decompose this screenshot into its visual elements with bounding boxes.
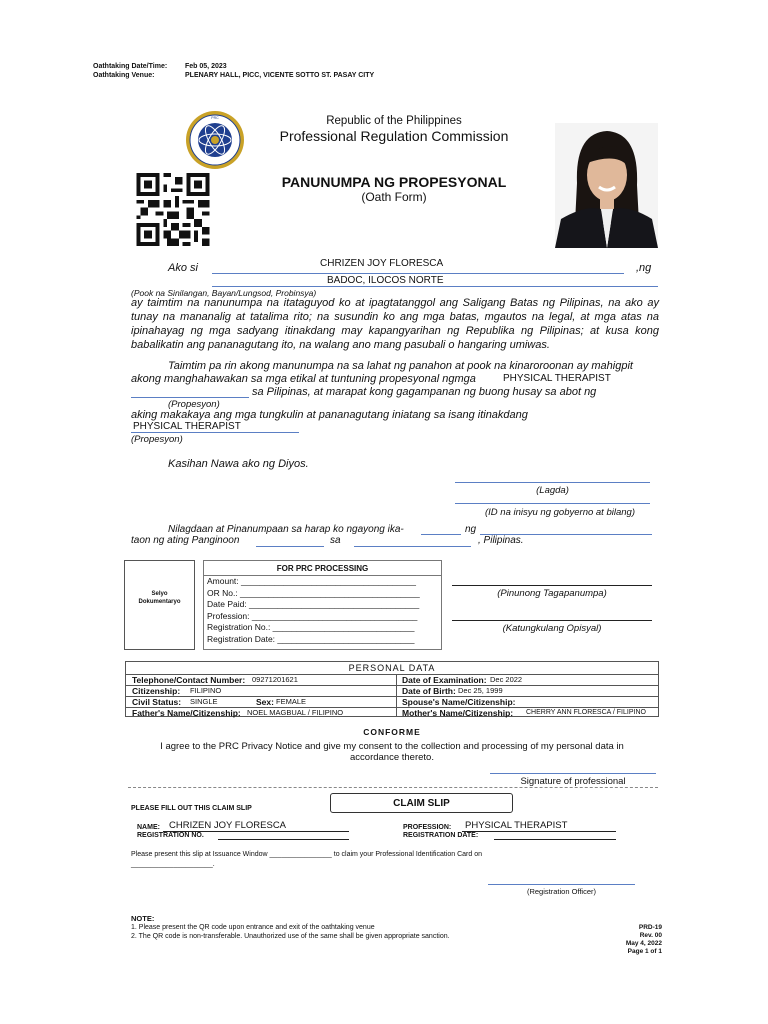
oath-paragraph-2-line-3: sa Pilipinas, at marapat kong gagampanan ng buong husay sa abot ng — [252, 386, 597, 398]
kasihan-text: Kasihan Nawa ako ng Diyos. — [168, 458, 309, 470]
oathtaking-date-label: Oathtaking Date/Time: — [93, 63, 168, 70]
exam-date-value: Dec 2022 — [490, 675, 523, 684]
id-underline — [455, 503, 650, 504]
birthplace-value: BADOC, ILOCOS NORTE — [327, 275, 444, 286]
form-title: PANUNUMPA NG PROPESYONAL — [281, 174, 507, 190]
name-underline — [212, 273, 624, 274]
opisyal-underline — [452, 620, 652, 621]
claim-profession-label: PROFESSION: — [403, 824, 452, 831]
cut-line — [128, 787, 658, 788]
professional-signature-underline — [490, 773, 656, 774]
claim-present-line-2: _____________________. — [131, 861, 215, 868]
claim-profession-underline — [462, 831, 616, 832]
claim-name-value: CHRIZEN JOY FLORESCA — [169, 820, 287, 831]
civil-status-label: Civil Status: — [132, 697, 182, 707]
note-title: NOTE: — [131, 914, 155, 923]
personal-data-row-4 — [126, 707, 658, 718]
nilagdaan-ng: ng — [465, 524, 477, 535]
amount-field: Amount: _____________________________________ — [207, 576, 416, 586]
tel-value: 09271201621 — [252, 675, 298, 684]
nilagdaan-pilipinas: , Pilipinas. — [478, 535, 524, 546]
personal-data-row-1 — [126, 674, 658, 685]
civil-status-value: SINGLE — [190, 697, 218, 706]
father-label: Father's Name/Citizenship: — [132, 708, 241, 718]
ako-si-label: Ako si — [168, 262, 198, 274]
profession-underline-2 — [131, 432, 299, 433]
commission-label: Professional Regulation Commission — [279, 128, 509, 144]
form-subtitle: (Oath Form) — [361, 190, 427, 204]
father-value: NOEL MAGBUAL / FILIPINO — [247, 708, 344, 717]
personal-data-row-3 — [126, 696, 658, 707]
form-date: May 4, 2022 — [625, 940, 662, 947]
republic-label: Republic of the Philippines — [326, 115, 462, 127]
registration-no-field: Registration No.: ______________________________ — [207, 622, 415, 632]
birthplace-hint: (Pook na Sinilangan, Bayan/Lungsod, Probinsya) — [131, 288, 317, 298]
conforme-text: I agree to the PRC Privacy Notice and give my consent to the collection and processing of my personal data in accordance thereto. — [160, 741, 624, 763]
oath-paragraph-2-line-1: Taimtim pa rin akong manunumpa na sa lahat ng panahon at pook na kinaroroonan ay mahigpit — [168, 360, 633, 372]
oathtaking-venue-label: Oathtaking Venue: — [93, 72, 155, 79]
claim-regdate-underline — [494, 839, 616, 840]
spouse-label: Spouse's Name/Citizenship: — [402, 697, 516, 707]
personal-data-row-2 — [126, 685, 658, 696]
form-rev: Rev. 00 — [639, 932, 662, 939]
birthplace-underline — [212, 286, 658, 287]
profession-value-1: PHYSICAL THERAPIST — [503, 373, 611, 384]
tagapanumpa-label: (Pinunong Tagapanumpa) — [497, 588, 607, 599]
citizenship-value: FILIPINO — [190, 686, 222, 695]
prc-processing-box — [203, 560, 442, 650]
id-hint: (ID na inisyu ng gobyerno at bilang) — [485, 507, 635, 518]
svg-text:PRC: PRC — [211, 116, 219, 120]
nilagdaan-line-2: taon ng ating Panginoon — [131, 535, 240, 546]
lagda-label: (Lagda) — [536, 485, 569, 496]
prc-processing-title: FOR PRC PROCESSING — [276, 564, 369, 573]
claim-regno-underline — [218, 839, 349, 840]
oath-paragraph-2-line-2: akong manghahawakan sa mga etikal at tuntuning propesyonal ngmga — [131, 373, 476, 385]
date-paid-field: Date Paid: ____________________________________ — [207, 599, 420, 609]
professional-signature-label: Signature of professional — [520, 776, 626, 787]
personal-data-title: PERSONAL DATA — [348, 663, 436, 673]
tagapanumpa-underline — [452, 585, 652, 586]
form-page: Page 1 of 1 — [627, 948, 662, 955]
signature-underline — [455, 482, 650, 483]
claim-slip-title: CLAIM SLIP — [330, 793, 513, 813]
claim-slip-instruction: PLEASE FILL OUT THIS CLAIM SLIP — [131, 805, 252, 812]
exam-date-label: Date of Examination: — [402, 675, 487, 685]
propesyon-hint-2: (Propesyon) — [131, 434, 183, 445]
day-underline — [421, 534, 461, 535]
personal-data-table — [125, 661, 659, 717]
oath-paragraph-2-line-4: aking makakaya ang mga tungkulin at pananagutang iniatang sa isang itinakdang — [131, 409, 528, 421]
oathtaking-venue-value: PLENARY HALL, PICC, VICENTE SOTTO ST. PASAY CITY — [185, 72, 375, 79]
form-code: PRD-19 — [638, 924, 662, 931]
applicant-photo — [555, 123, 658, 248]
note-line-2: 2. The QR code is non-transferable. Unauthorized use of the same shall be given appropriate sanction. — [131, 933, 450, 940]
note-line-1: 1. Please present the QR code upon entrance and exit of the oathtaking venue — [131, 924, 375, 931]
year-underline — [256, 546, 324, 547]
profession-underline-1 — [131, 397, 249, 398]
profession-value-2: PHYSICAL THERAPIST — [133, 421, 241, 432]
documentary-stamp-box — [124, 560, 195, 650]
dokumentaryo-label: Dokumentaryo — [138, 599, 181, 605]
ng-label: ,ng — [636, 262, 652, 274]
registration-date-field: Registration Date: _____________________________ — [207, 633, 415, 644]
prc-seal-logo — [185, 110, 245, 170]
opisyal-label: (Katungkulang Opisyal) — [502, 623, 602, 634]
oath-paragraph-1: ay taimtim na nanunumpa na itataguyod ko at ipagtatanggol ang Saligang Batas ng Pilipinas, na ako ay tunay na mananalig at tatalima rito; na susundin ko ang mga batas, mgautos na legal, at mga atas na ipinahayag ng mga sadyang itinakdang may kapangyarihan ng Republika ng Pilipinas; at kusa kong babalikatin ang pananagutang ito, na walang ano mang pasubali o hangaring umiwas. — [131, 297, 659, 351]
claim-name-label: NAME: — [137, 824, 160, 831]
or-no-field: OR No.: ______________________________________ — [207, 587, 420, 598]
mother-label: Mother's Name/Citizenship: — [402, 708, 514, 718]
dob-value: Dec 25, 1999 — [458, 686, 503, 695]
claim-profession-value: PHYSICAL THERAPIST — [465, 820, 568, 831]
profession-field: Profession: ___________________________________ — [207, 610, 418, 621]
propesyon-hint-1: (Propesyon) — [168, 399, 220, 410]
tel-label: Telephone/Contact Number: — [132, 675, 246, 685]
nilagdaan-sa: sa — [330, 535, 341, 546]
nilagdaan-line-1: Nilagdaan at Pinanumpaan sa harap ko ngayong ika- — [168, 524, 404, 535]
conforme-title: CONFORME — [363, 727, 421, 737]
dob-label: Date of Birth: — [402, 686, 456, 696]
qr-code — [135, 173, 211, 246]
oath-taker-name: CHRIZEN JOY FLORESCA — [320, 258, 444, 269]
sex-label: Sex: — [256, 697, 274, 707]
oathtaking-date-value: Feb 05, 2023 — [185, 63, 227, 70]
place-underline — [354, 546, 471, 547]
claim-present-text: Please present this slip at Issuance Window ________________ to claim your Professional Identification Card on — [131, 851, 482, 858]
claim-regno-label: REGISTRATION NO. — [137, 832, 204, 839]
registration-officer-underline — [488, 884, 635, 885]
registration-officer-label: (Registration Officer) — [526, 887, 597, 896]
claim-regdate-label: REGISTRATION DATE: — [403, 832, 479, 839]
citizenship-label: Citizenship: — [132, 686, 181, 696]
mother-value: CHERRY ANN FLORESCA / FILIPINO — [526, 709, 646, 716]
selyo-label: Selyo — [151, 591, 168, 597]
sex-value: FEMALE — [276, 697, 307, 706]
